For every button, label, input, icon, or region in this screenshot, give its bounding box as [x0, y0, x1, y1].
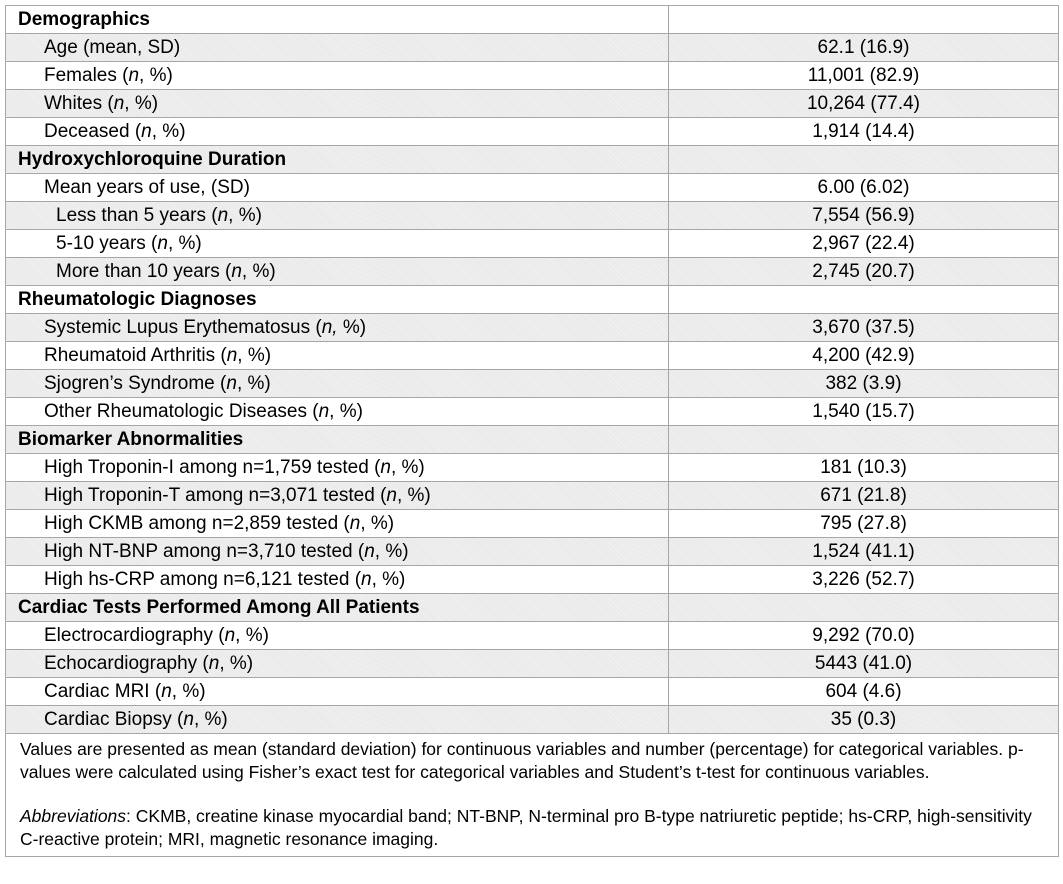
label-text: Whites (: [44, 93, 114, 114]
abbreviations-note: [20, 805, 1046, 850]
row-value: 6.00 (6.02): [817, 177, 910, 198]
label-italic: n: [226, 373, 237, 394]
label-text: Electrocardiography (: [44, 625, 225, 646]
row-label: [6, 538, 669, 565]
label-text: Sjogren’s Syndrome (: [44, 373, 227, 394]
abbreviations-text: : CKMB, creatine kinase myocardial band; NT-BNP, N-terminal pro B-type natriuretic peptide; hs-CRP, high-sensitivity C-reactive protein; MRI, magnetic resonance imaging.: [20, 806, 1032, 849]
label-italic: n: [318, 401, 330, 422]
row-label: [6, 118, 669, 145]
table-row: [6, 34, 1058, 62]
label-italic: n: [364, 541, 375, 562]
label-text: Echocardiography (: [44, 653, 209, 674]
label-italic: n: [157, 233, 168, 254]
label-text: Age (mean, SD): [44, 37, 181, 58]
label-italic: n: [183, 709, 194, 730]
label-text: Rheumatoid Arthritis (: [44, 345, 227, 366]
row-label: [6, 314, 669, 341]
row-value: 1,524 (41.1): [812, 541, 915, 562]
row-value: 4,200 (42.9): [812, 345, 915, 366]
row-label: [6, 510, 669, 537]
label-italic: n: [349, 513, 361, 534]
table-row: [6, 678, 1058, 706]
row-value: 795 (27.8): [820, 513, 907, 534]
label-text: More than 10 years (: [56, 261, 232, 282]
label-suffix: , %): [151, 121, 186, 142]
label-text: High Troponin-T among n=3,071 tested (: [44, 485, 387, 506]
label-suffix: , %): [235, 625, 269, 646]
row-label: [6, 258, 669, 285]
row-label: [6, 594, 669, 621]
label-text: Cardiac MRI (: [44, 681, 162, 702]
row-value: [669, 286, 1058, 313]
label-text: Females (: [44, 65, 129, 86]
row-label: [6, 202, 669, 229]
label-italic: n: [224, 625, 236, 646]
label-text: High CKMB among n=2,859 tested (: [44, 513, 350, 534]
label-suffix: , %): [371, 569, 406, 590]
label-suffix: , %): [124, 93, 159, 114]
label-suffix: , %): [193, 709, 228, 730]
row-label: [6, 370, 669, 397]
label-suffix: , %): [329, 401, 363, 422]
row-label: [6, 342, 669, 369]
section-header-row: [6, 6, 1058, 34]
label-text: Other Rheumatologic Diseases (: [44, 401, 319, 422]
table-row: [6, 174, 1058, 202]
label-text: Cardiac Biopsy (: [44, 709, 184, 730]
row-value: [669, 146, 1058, 173]
row-value: 671 (21.8): [820, 485, 907, 506]
label-text: Rheumatologic Diagnoses: [18, 289, 257, 310]
table-row: [6, 314, 1058, 342]
label-text: Mean years of use, (SD): [44, 177, 250, 198]
label-italic: n: [231, 261, 242, 282]
row-value: [669, 426, 1058, 453]
label-italic: n: [161, 681, 172, 702]
label-italic: n: [386, 485, 397, 506]
label-suffix: , %): [167, 233, 202, 254]
label-italic: n: [226, 345, 238, 366]
footnote-text: Values are presented as mean (standard deviation) for continuous variables and number (percentage) for categorical variables. p-values were calculated using Fisher’s exact test for categorical variables and Student’s t-test for continuous variables.: [20, 739, 1024, 782]
table-row: [6, 482, 1058, 510]
label-text: High NT-BNP among n=3,710 tested (: [44, 541, 365, 562]
label-suffix: , %): [228, 205, 262, 226]
row-label: [6, 650, 669, 677]
row-value: 10,264 (77.4): [806, 93, 921, 114]
row-value: 2,745 (20.7): [812, 261, 915, 282]
label-suffix: , %): [139, 65, 173, 86]
row-value: [669, 6, 1058, 33]
section-header-row: [6, 594, 1058, 622]
table-row: [6, 650, 1058, 678]
label-text: Deceased (: [44, 121, 142, 142]
label-text: High Troponin-I among n=1,759 tested (: [44, 457, 381, 478]
label-suffix: , %): [374, 541, 409, 562]
label-text: High hs-CRP among n=6,121 tested (: [44, 569, 362, 590]
label-italic: n: [217, 205, 229, 226]
label-text: Less than 5 years (: [56, 205, 218, 226]
row-value: 1,914 (14.4): [812, 121, 915, 142]
table-footnote: [6, 734, 1058, 856]
table-row: [6, 258, 1058, 286]
label-suffix: , %): [241, 261, 276, 282]
row-value: 62.1 (16.9): [817, 37, 910, 58]
row-label: [6, 174, 669, 201]
table-row: [6, 342, 1058, 370]
label-italic: n: [361, 569, 372, 590]
label-suffix: , %): [237, 345, 272, 366]
label-text: Biomarker Abnormalities: [18, 429, 244, 450]
row-value: 3,670 (37.5): [812, 317, 915, 338]
table-row: [6, 566, 1058, 594]
label-suffix: , %): [171, 681, 206, 702]
label-suffix: , %): [360, 513, 395, 534]
row-label: [6, 706, 669, 733]
table-row: [6, 706, 1058, 734]
table-body: [6, 6, 1058, 734]
row-label: [6, 90, 669, 117]
row-label: [6, 6, 669, 33]
row-value: 35 (0.3): [830, 709, 897, 730]
row-value: 382 (3.9): [825, 373, 902, 394]
row-value: 3,226 (52.7): [812, 569, 915, 590]
row-label: [6, 678, 669, 705]
row-value: 7,554 (56.9): [812, 205, 915, 226]
row-label: [6, 230, 669, 257]
table-row: [6, 454, 1058, 482]
row-label: [6, 62, 669, 89]
table-row: [6, 622, 1058, 650]
label-italic: n: [113, 93, 125, 114]
table-row: [6, 538, 1058, 566]
section-header-row: [6, 286, 1058, 314]
label-text: 5-10 years (: [56, 233, 158, 254]
label-italic: n: [380, 457, 391, 478]
label-suffix: , %): [396, 485, 431, 506]
label-text: Demographics: [18, 9, 150, 30]
row-value: 5443 (41.0): [814, 653, 913, 674]
label-suffix: %): [337, 317, 367, 338]
row-label: [6, 622, 669, 649]
label-italic: n: [141, 121, 152, 142]
row-value: [669, 594, 1058, 621]
table-row: [6, 510, 1058, 538]
row-label: [6, 146, 669, 173]
row-label: [6, 286, 669, 313]
section-header-row: [6, 146, 1058, 174]
row-value: 604 (4.6): [825, 681, 902, 702]
label-suffix: , %): [219, 653, 254, 674]
label-text: Cardiac Tests Performed Among All Patients: [18, 597, 420, 618]
table-row: [6, 370, 1058, 398]
baseline-characteristics-table: [5, 5, 1059, 857]
row-value: 1,540 (15.7): [812, 401, 915, 422]
row-value: 2,967 (22.4): [812, 233, 915, 254]
label-italic: n,: [321, 317, 338, 338]
label-suffix: , %): [390, 457, 425, 478]
row-value: 11,001 (82.9): [807, 65, 920, 86]
table-row: [6, 62, 1058, 90]
abbreviations-label: Abbreviations: [20, 806, 127, 826]
label-italic: n: [208, 653, 220, 674]
row-value: 181 (10.3): [820, 457, 907, 478]
table-row: [6, 118, 1058, 146]
table-row: [6, 90, 1058, 118]
table-row: [6, 398, 1058, 426]
row-label: [6, 454, 669, 481]
label-text: Hydroxychloroquine Duration: [18, 149, 287, 170]
row-value: 9,292 (70.0): [812, 625, 915, 646]
label-italic: n: [128, 65, 140, 86]
label-suffix: , %): [236, 373, 271, 394]
table-row: [6, 230, 1058, 258]
table-row: [6, 202, 1058, 230]
row-label: [6, 482, 669, 509]
row-label: [6, 426, 669, 453]
section-header-row: [6, 426, 1058, 454]
row-label: [6, 34, 669, 61]
label-text: Systemic Lupus Erythematosus (: [44, 317, 322, 338]
row-label: [6, 566, 669, 593]
row-label: [6, 398, 669, 425]
